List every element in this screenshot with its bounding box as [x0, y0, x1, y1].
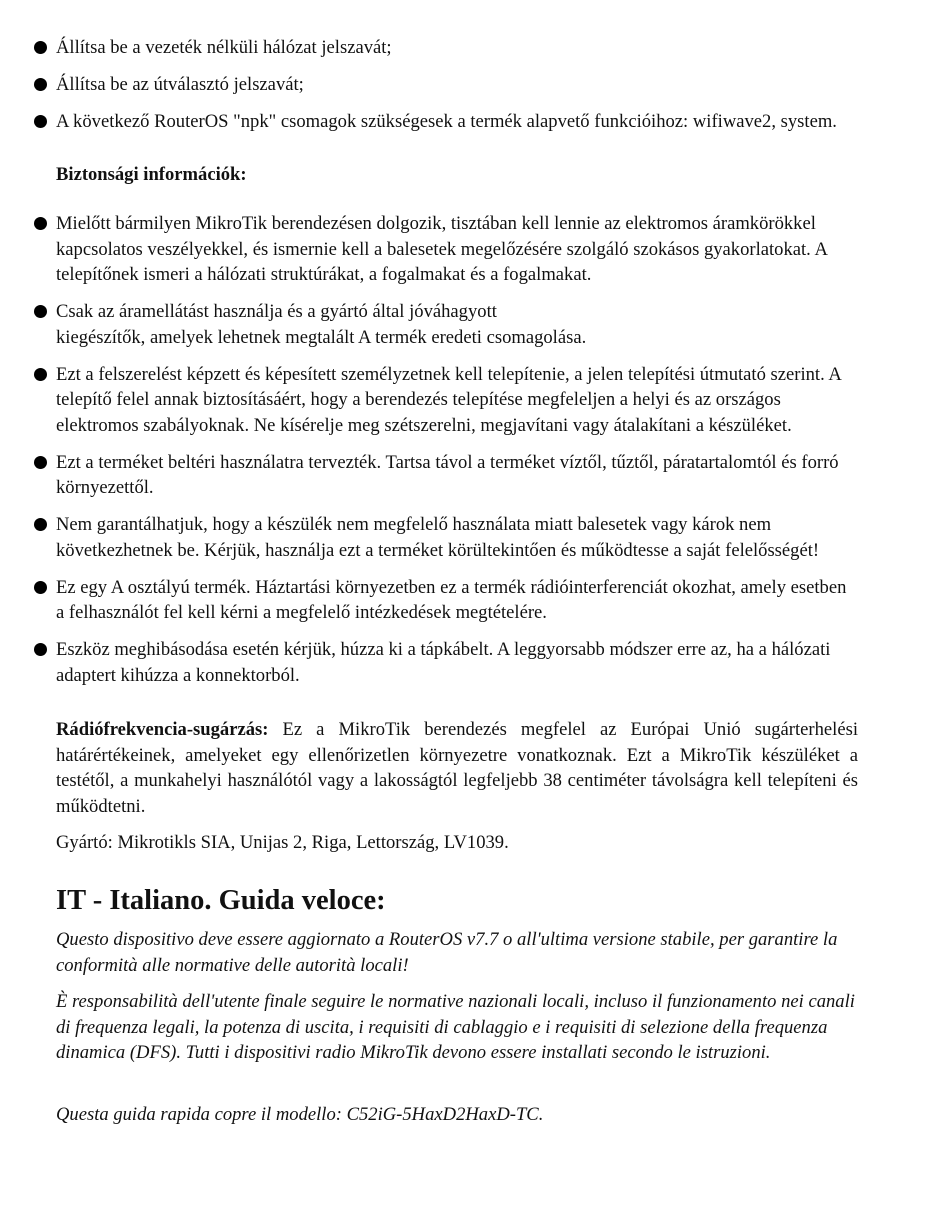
- list-item-text-continued: kiegészítők, amelyek lehetnek megtalált A termék eredeti csomagolása.: [56, 326, 587, 348]
- rf-exposure-text: Ez a MikroTik berendezés megfelel az Európai Unió sugárterhelési határértékeinek, amelyeket egy ellenőrizetlen környezetre vonatkoznak. Ezt a MikroTik készüléket a testétől, a munkahelyi használótól vagy a lakosságtól legfeljebb 38 centiméter távolságra kell telepíteni és működtetni.: [56, 719, 858, 817]
- it-model-paragraph: Questa guida rapida copre il modello: C52iG-5HaxD2HaxD-TC.: [56, 1104, 544, 1125]
- bullet-icon: [34, 456, 47, 469]
- list-item: [0, 211, 858, 288]
- list-item-text: Csak az áramellátást használja és a gyártó által jóváhagyott: [56, 301, 497, 322]
- bullet-icon: [34, 518, 47, 531]
- list-item-text: Eszköz meghibásodása esetén kérjük, húzza ki a tápkábelt. A leggyorsabb módszer erre az, ha a hálózati adaptert kihúzza a konnektorból.: [56, 639, 831, 686]
- bullet-icon: [34, 305, 47, 318]
- list-item-text: Ezt a felszerelést képzett és képesített személyzetnek kell telepítenie, a jelen telepítési útmutató szerint. A telepítő felel annak biztosításáért, hogy a berendezés telepítése megfeleljen a helyi és az országos elektromos szabályoknak. Ne kísérelje meg szétszerelni, megjavítani vagy átalakítani a készüléket.: [56, 363, 841, 436]
- list-item: [0, 35, 858, 61]
- list-item: [0, 512, 858, 563]
- bullet-icon: [34, 115, 47, 128]
- bullet-icon: [34, 368, 47, 381]
- rf-exposure-paragraph: [0, 717, 858, 819]
- section-title: IT - Italiano. Guida veloce:: [56, 885, 386, 916]
- safety-list: [0, 211, 858, 688]
- bullet-icon: [34, 78, 47, 91]
- bullet-icon: [34, 41, 47, 54]
- it-paragraph: È responsabilità dell'utente finale seguire le normative nazionali locali, incluso il funzionamento nei canali di frequenza legali, la potenza di uscita, i requisiti di cablaggio e i requisiti di selezione della frequenza dinamica (DFS). Tutti i dispositivi radio MikroTik devono essere installati secondo le istruzioni.: [56, 991, 855, 1063]
- list-item-text: Ez egy A osztályú termék. Háztartási környezetben ez a termék rádióinterferenciát okozhat, amely esetben a felhasználót fel kell kérni a megfelelő intézkedések megtételére.: [56, 576, 847, 623]
- safety-heading: Biztonsági információk:: [56, 164, 247, 185]
- list-item: [0, 637, 858, 688]
- list-item: [0, 575, 858, 626]
- it-paragraph: Questo dispositivo deve essere aggiornato a RouterOS v7.7 o all'ultima versione stabile, per garantire la conformità alle normative delle autorità locali!: [56, 929, 838, 976]
- list-item-text: A következő RouterOS "npk" csomagok szükségesek a termék alapvető funkcióihoz: wifiwave2, system.: [56, 111, 837, 132]
- list-item: [0, 362, 858, 439]
- bullet-icon: [34, 581, 47, 594]
- list-item-text: Ezt a terméket beltéri használatra tervezték. Tartsa távol a terméket víztől, tűztől, páratartalomtól és forró környezettől.: [56, 451, 839, 498]
- list-item: [0, 72, 858, 98]
- rf-exposure-label: Rádiófrekvencia-sugárzás:: [56, 719, 269, 740]
- list-item-text: Mielőtt bármilyen MikroTik berendezésen dolgozik, tisztában kell lennie az elektromos áramkörökkel kapcsolatos veszélyekkel, és ismernie kell a balesetek megelőzésére szolgáló szokásos gyakorlatokat. A telepítőnek ismeri a hálózati struktúrákat, a fogalmakat és a fogalmakat.: [56, 213, 827, 285]
- list-item: [0, 109, 858, 135]
- list-item-text: Állítsa be a vezeték nélküli hálózat jelszavát;: [56, 37, 392, 58]
- manufacturer-line: Gyártó: Mikrotikls SIA, Unijas 2, Riga, Lettország, LV1039.: [56, 832, 509, 853]
- bullet-icon: [34, 643, 47, 656]
- bullet-icon: [34, 217, 47, 230]
- list-item: [0, 299, 858, 350]
- list-item: [0, 450, 858, 501]
- list-item-text: Állítsa be az útválasztó jelszavát;: [56, 74, 304, 95]
- setup-steps-list: [0, 35, 858, 135]
- list-item-text: Nem garantálhatjuk, hogy a készülék nem megfelelő használata miatt balesetek vagy károk nem következhetnek be. Kérjük, használja ezt a terméket körültekintően és működtesse a saját felelősségét!: [56, 514, 820, 561]
